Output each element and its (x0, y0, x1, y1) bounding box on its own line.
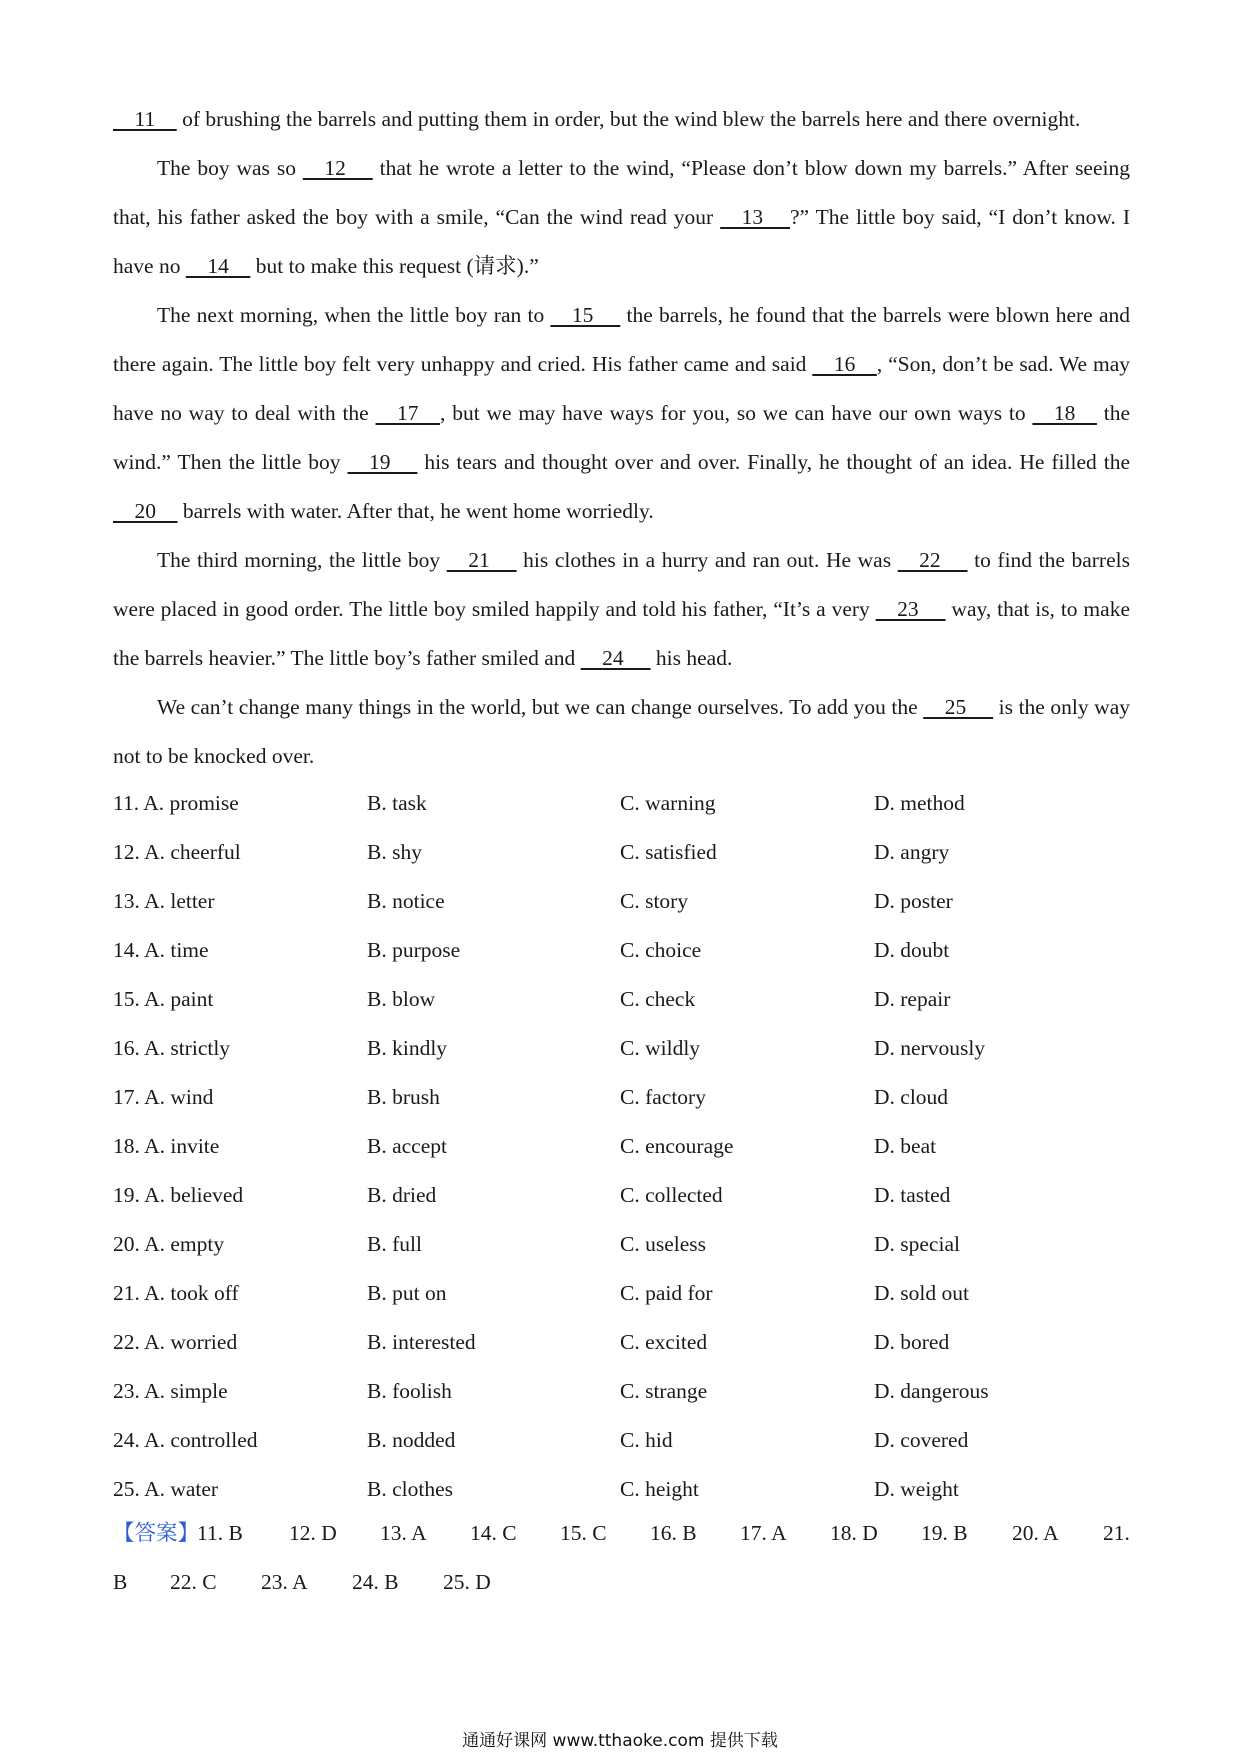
option-c: C. factory (620, 1085, 706, 1109)
blank-18: 18 (1032, 401, 1097, 425)
passage-text: is the only way not to be knocked over. (113, 695, 1130, 768)
option-c: C. encourage (620, 1134, 734, 1158)
blank-21: 21 (446, 548, 517, 572)
option-a: 14. A. time (113, 938, 209, 962)
option-b: B. accept (367, 1134, 447, 1158)
option-b: B. dried (367, 1183, 437, 1207)
passage-text: barrels with water. After that, he went home worriedly. (177, 499, 654, 523)
answer-key-row-2 (113, 1558, 1130, 1607)
option-b: B. put on (367, 1281, 447, 1305)
option-a: 16. A. strictly (113, 1036, 231, 1060)
passage-text: The next morning, when the little boy ran to (157, 303, 551, 327)
blank-20: 20 (113, 499, 178, 523)
passage-text: the wind.” Then the little boy (113, 401, 1130, 474)
passage-paragraph-4 (113, 536, 1130, 683)
option-a: 11. A. promise (113, 791, 239, 815)
option-a: 17. A. wind (113, 1085, 214, 1109)
option-b: B. interested (367, 1330, 476, 1354)
passage-text: of brushing the barrels and putting them in order, but the wind blew the barrels here and there overnight. (176, 107, 1081, 131)
answer-item: 24. B (352, 1570, 399, 1594)
option-b: B. full (367, 1232, 422, 1256)
answer-key-label: 【答案】 (113, 1521, 200, 1545)
passage-text: ?” The little boy said, “I don’t know. I have no (113, 205, 1130, 278)
option-d: D. angry (874, 840, 950, 864)
option-a: 24. A. controlled (113, 1428, 258, 1452)
option-row-17 (113, 1073, 1130, 1122)
option-c: C. choice (620, 938, 702, 962)
option-row-13 (113, 877, 1130, 926)
answer-item: 23. A (261, 1570, 308, 1594)
passage-text: The third morning, the little boy (157, 548, 447, 572)
passage-text: that he wrote a letter to the wind, “Please don’t blow down my barrels.” After seeing that, his father asked the boy with a smile, “Can the wind read your (113, 156, 1130, 229)
blank-25: 25 (923, 695, 994, 719)
option-row-21 (113, 1269, 1130, 1318)
option-c: C. story (620, 889, 689, 913)
answer-item: 15. C (560, 1521, 607, 1545)
passage-text: way, that is, to make the barrels heavier.” The little boy’s father smiled and (113, 597, 1130, 670)
option-d: D. weight (874, 1477, 959, 1501)
option-c: C. hid (620, 1428, 673, 1452)
answer-item: 11. B (197, 1521, 243, 1545)
passage-paragraph-1 (113, 95, 1130, 144)
option-c: C. warning (620, 791, 716, 815)
passage-text: , but we may have ways for you, so we can have our own ways to (440, 401, 1033, 425)
option-c: C. useless (620, 1232, 706, 1256)
answer-item: 12. D (289, 1521, 337, 1545)
answer-item: 25. D (443, 1570, 491, 1594)
answer-item: 14. C (470, 1521, 517, 1545)
option-b: B. blow (367, 987, 436, 1011)
blank-24: 24 (580, 646, 651, 670)
option-c: C. excited (620, 1330, 708, 1354)
option-b: B. foolish (367, 1379, 452, 1403)
option-d: D. bored (874, 1330, 950, 1354)
option-c: C. paid for (620, 1281, 713, 1305)
answer-key-row-1 (113, 1509, 1130, 1558)
option-b: B. nodded (367, 1428, 456, 1452)
passage-text: his clothes in a hurry and ran out. He was (516, 548, 898, 572)
option-a: 21. A. took off (113, 1281, 239, 1305)
option-d: D. covered (874, 1428, 969, 1452)
answer-item: 16. B (650, 1521, 697, 1545)
passage-paragraph-2 (113, 144, 1130, 291)
option-row-11 (113, 779, 1130, 828)
option-a: 15. A. paint (113, 987, 214, 1011)
option-row-16 (113, 1024, 1130, 1073)
option-c: C. height (620, 1477, 699, 1501)
option-c: C. wildly (620, 1036, 701, 1060)
passage-text: his tears and thought over and over. Finally, he thought of an idea. He filled the (417, 450, 1130, 474)
option-d: D. nervously (874, 1036, 986, 1060)
passage-text: the barrels, he found that the barrels were blown here and there again. The little boy felt very unhappy and cried. His father came and said (113, 303, 1130, 376)
option-row-24 (113, 1416, 1130, 1465)
answer-item: 20. A (1012, 1521, 1059, 1545)
option-row-25 (113, 1465, 1130, 1514)
answer-item: B (113, 1570, 128, 1594)
option-row-19 (113, 1171, 1130, 1220)
option-d: D. cloud (874, 1085, 949, 1109)
option-d: D. tasted (874, 1183, 951, 1207)
option-c: C. check (620, 987, 696, 1011)
answer-options (113, 779, 1130, 1514)
answer-item: 19. B (921, 1521, 968, 1545)
blank-12: 12 (302, 156, 373, 180)
option-row-15 (113, 975, 1130, 1024)
option-d: D. beat (874, 1134, 937, 1158)
option-c: C. strange (620, 1379, 708, 1403)
option-a: 22. A. worried (113, 1330, 238, 1354)
passage-paragraph-5 (113, 683, 1130, 781)
passage-text: his head. (650, 646, 733, 670)
option-d: D. poster (874, 889, 953, 913)
answer-item: 13. A (380, 1521, 427, 1545)
blank-13: 13 (720, 205, 791, 229)
option-a: 18. A. invite (113, 1134, 220, 1158)
blank-11: 11 (113, 107, 177, 131)
blank-19: 19 (347, 450, 418, 474)
blank-17: 17 (375, 401, 441, 425)
option-a: 25. A. water (113, 1477, 219, 1501)
option-b: B. clothes (367, 1477, 453, 1501)
blank-15: 15 (550, 303, 621, 327)
passage-text: We can’t change many things in the world, but we can change ourselves. To add you the (157, 695, 924, 719)
option-a: 20. A. empty (113, 1232, 225, 1256)
option-d: D. sold out (874, 1281, 969, 1305)
option-a: 23. A. simple (113, 1379, 228, 1403)
option-d: D. method (874, 791, 965, 815)
blank-16: 16 (812, 352, 877, 376)
blank-14: 14 (185, 254, 251, 278)
option-b: B. purpose (367, 938, 461, 962)
passage-text: to find the barrels were placed in good order. The little boy smiled happily and told his father, “It’s a very (113, 548, 1130, 621)
option-row-22 (113, 1318, 1130, 1367)
answer-item: 21. (1103, 1521, 1130, 1545)
option-row-20 (113, 1220, 1130, 1269)
option-a: 13. A. letter (113, 889, 215, 913)
blank-23: 23 (875, 597, 946, 621)
option-row-18 (113, 1122, 1130, 1171)
option-b: B. task (367, 791, 427, 815)
answer-item: 18. D (830, 1521, 878, 1545)
blank-22: 22 (897, 548, 968, 572)
option-row-23 (113, 1367, 1130, 1416)
option-b: B. brush (367, 1085, 440, 1109)
passage-text: but to make this request (请求).” (250, 254, 539, 278)
option-b: B. shy (367, 840, 422, 864)
passage-text: The boy was so (157, 156, 303, 180)
option-b: B. notice (367, 889, 445, 913)
passage-text: , “Son, don’t be sad. We may have no way to deal with the (113, 352, 1130, 425)
cloze-passage (113, 95, 1130, 781)
passage-paragraph-3 (113, 291, 1130, 536)
option-b: B. kindly (367, 1036, 448, 1060)
option-d: D. special (874, 1232, 960, 1256)
answer-item: 17. A (740, 1521, 787, 1545)
option-d: D. doubt (874, 938, 950, 962)
option-row-14 (113, 926, 1130, 975)
option-d: D. dangerous (874, 1379, 989, 1403)
option-a: 19. A. believed (113, 1183, 244, 1207)
option-row-12 (113, 828, 1130, 877)
option-c: C. satisfied (620, 840, 717, 864)
option-d: D. repair (874, 987, 951, 1011)
answer-item: 22. C (170, 1570, 217, 1594)
answer-key (113, 1509, 1130, 1607)
page-footer: 通通好课网 www.tthaoke.com 提供下载 (462, 1731, 778, 1751)
option-a: 12. A. cheerful (113, 840, 241, 864)
option-c: C. collected (620, 1183, 723, 1207)
